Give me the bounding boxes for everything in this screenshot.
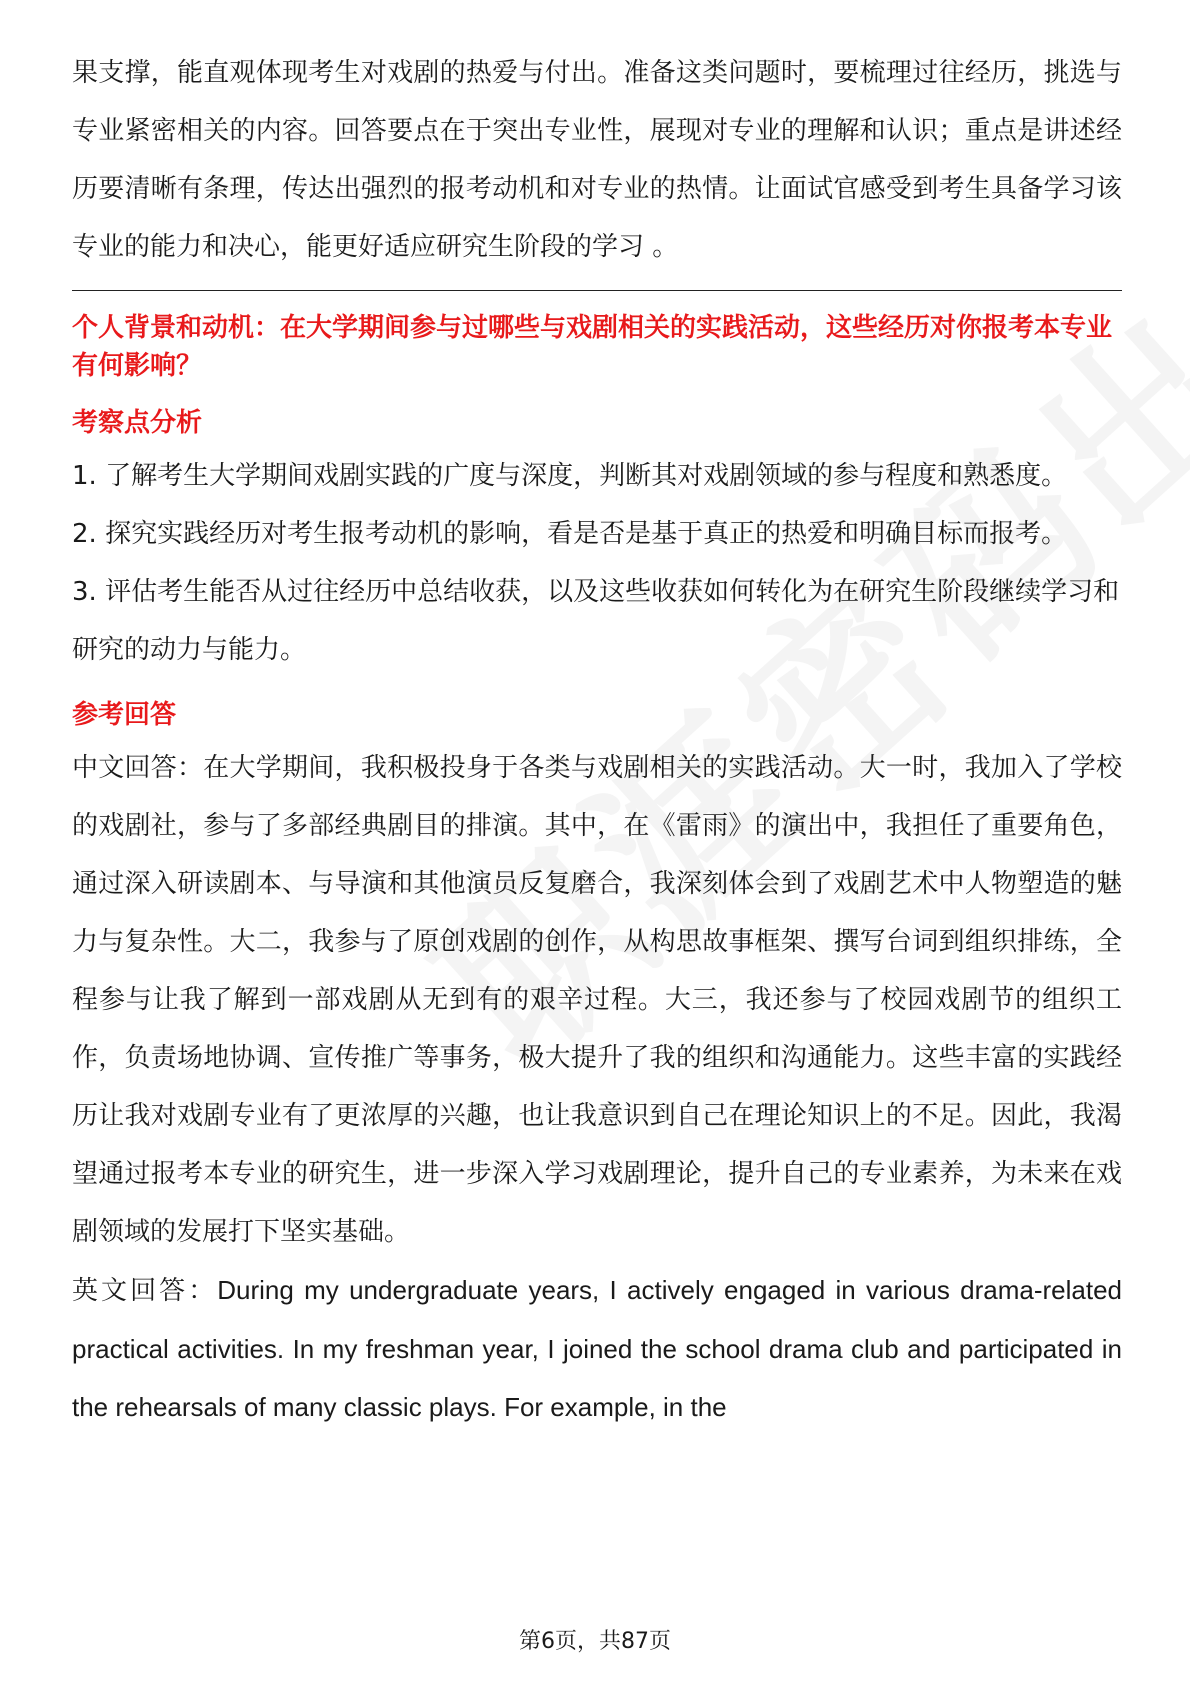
question-heading: 个人背景和动机：在大学期间参与过哪些与戏剧相关的实践活动，这些经历对你报考本专业有何影响？ [72, 313, 1113, 381]
chinese-answer [72, 739, 1122, 1261]
analysis-item-1: 1. 了解考生大学期间戏剧实践的广度与深度，判断其对戏剧领域的参与程度和熟悉度。 [72, 461, 1068, 491]
english-answer-label: 英文回答： [72, 1276, 218, 1306]
document-page [72, 44, 1122, 1436]
english-answer-text: During my undergraduate years, I actively engaged in various drama-related practical activities. In my freshman year, I joined the school drama club and participated in the rehearsals of many classic plays. For example, in the [72, 1275, 1122, 1422]
chinese-answer-text: 在大学期间，我积极投身于各类与戏剧相关的实践活动。大一时，我加入了学校的戏剧社，参与了多部经典剧目的排演。其中，在《雷雨》的演出中，我担任了重要角色，通过深入研读剧本、与导演和其他演员反复磨合，我深刻体会到了戏剧艺术中人物塑造的魅力与复杂性。大二，我参与了原创戏剧的创作，从构思故事框架、撰写台词到组织排练，全程参与让我了解到一部戏剧从无到有的艰辛过程。大三，我还参与了校园戏剧节的组织工作，负责场地协调、宣传推广等事务，极大提升了我的组织和沟通能力。这些丰富的实践经历让我对戏剧专业有了更浓厚的兴趣，也让我意识到自己在理论知识上的不足。因此，我渴望通过报考本专业的研究生，进一步深入学习戏剧理论，提升自己的专业素养，为未来在戏剧领域的发展打下坚实基础。 [72, 753, 1122, 1247]
analysis-item-3: 3. 评估考生能否从过往经历中总结收获，以及这些收获如何转化为在研究生阶段继续学习和研究的动力与能力。 [72, 577, 1120, 665]
english-answer [72, 1261, 1122, 1436]
intro-paragraph: 果支撑，能直观体现考生对戏剧的热爱与付出。准备这类问题时，要梳理过往经历，挑选与专业紧密相关的内容。回答要点在于突出专业性，展现对专业的理解和认识；重点是讲述经历要清晰有条理，传达出强烈的报考动机和对专业的热情。让面试官感受到考生具备学习该专业的能力和决心，能更好适应研究生阶段的学习 。 [72, 58, 1122, 262]
analysis-heading: 考察点分析 [72, 408, 203, 438]
chinese-answer-label: 中文回答： [72, 753, 204, 783]
analysis-list [72, 447, 1122, 679]
spacer [72, 679, 1122, 691]
analysis-item-2: 2. 探究实践经历对考生报考动机的影响，看是否是基于真正的热爱和明确目标而报考。 [72, 519, 1068, 549]
page-number: 第6页，共87页 [519, 1629, 671, 1654]
section-divider [72, 290, 1122, 291]
reference-heading: 参考回答 [72, 700, 177, 730]
